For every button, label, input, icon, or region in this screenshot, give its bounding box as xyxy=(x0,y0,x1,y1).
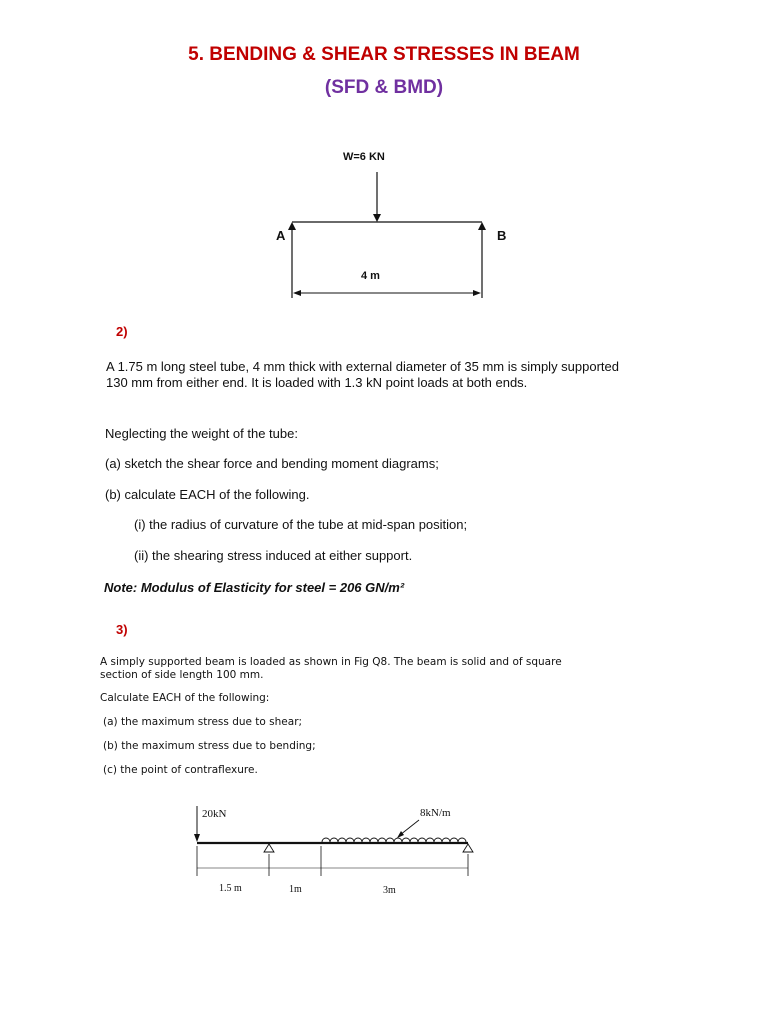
udl-loops xyxy=(322,838,466,842)
support-left xyxy=(264,844,274,852)
dim-label-1: 1.5 m xyxy=(219,883,242,894)
dim-label-2: 1m xyxy=(289,884,302,895)
question-3-part-b: (b) the maximum stress due to bending; xyxy=(103,740,316,752)
question-2-part-ii: (ii) the shearing stress induced at either support. xyxy=(134,548,413,563)
question-2-neglect: Neglecting the weight of the tube: xyxy=(105,426,298,441)
question-3-intro: A simply supported beam is loaded as shown in Fig Q8. The beam is solid and of square section of side length 100 mm. xyxy=(100,656,562,681)
udl-label: 8kN/m xyxy=(420,807,451,819)
question-2-intro: A 1.75 m long steel tube, 4 mm thick with external diameter of 35 mm is simply supported 130 mm from either end. It is loaded with 1.3 kN point loads at both ends. xyxy=(106,359,620,390)
span-label: 4 m xyxy=(361,270,380,282)
dimension-arrow-left xyxy=(293,290,301,296)
load-label: W=6 KN xyxy=(343,151,385,163)
support-a-label: A xyxy=(276,228,286,243)
page-subtitle: (SFD & BMD) xyxy=(324,77,444,98)
question-3-part-c: (c) the point of contraflexure. xyxy=(103,764,258,776)
dimension-arrow-right xyxy=(473,290,481,296)
question-3-part-a: (a) the maximum stress due to shear; xyxy=(103,716,303,728)
beam-diagram-1 xyxy=(0,0,768,310)
question-2-part-a: (a) sketch the shear force and bending moment diagrams; xyxy=(105,456,439,471)
load-arrowhead xyxy=(373,214,381,222)
question-2-number: 2) xyxy=(116,324,128,339)
dim-label-3: 3m xyxy=(383,885,396,896)
question-3-number: 3) xyxy=(116,622,128,637)
support-right xyxy=(463,844,473,852)
point-load-arrowhead xyxy=(194,834,200,842)
point-load-label: 20kN xyxy=(202,808,227,820)
udl-pointer-head xyxy=(397,831,404,838)
question-3-calc: Calculate EACH of the following: xyxy=(100,692,270,704)
reaction-b-arrowhead xyxy=(478,222,486,230)
question-2-part-i: (i) the radius of curvature of the tube at mid-span position; xyxy=(134,517,468,532)
question-2-part-b: (b) calculate EACH of the following. xyxy=(105,487,310,502)
reaction-a-arrowhead xyxy=(288,222,296,230)
support-b-label: B xyxy=(497,228,507,243)
page-title: 5. BENDING & SHEAR STRESSES IN BEAM xyxy=(188,44,580,65)
question-2-note: Note: Modulus of Elasticity for steel = 206 GN/m² xyxy=(104,580,405,595)
udl-pointer xyxy=(400,820,419,835)
beam-diagram-2 xyxy=(0,790,768,910)
